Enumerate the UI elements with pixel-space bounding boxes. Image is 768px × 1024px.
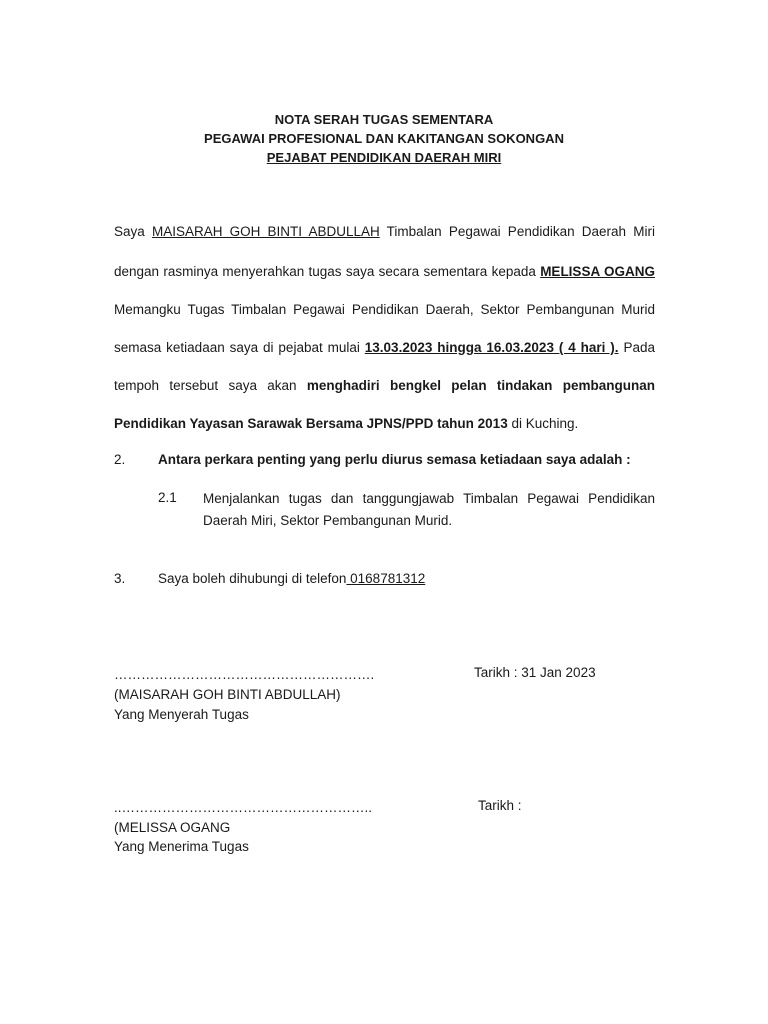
paragraph-line-4 — [114, 338, 655, 358]
paragraph-line-2 — [114, 262, 655, 282]
title-line-1: NOTA SERAH TUGAS SEMENTARA — [274, 112, 494, 127]
text: Memangku Tugas Timbalan Pegawai Pendidikan Daerah, Sektor Pembangunan Murid — [114, 302, 655, 317]
item-text: Antara perkara penting yang perlu diurus semasa ketiadaan saya adalah : — [158, 452, 631, 467]
text: Pada — [623, 340, 655, 355]
phone-number: 0168781312 — [346, 571, 426, 586]
sub-item-text: Menjalankan tugas dan tanggungjawab Timbalan Pegawai Pendidikan Daerah Miri, Sektor Pembangunan Murid. — [203, 491, 655, 528]
event-description: Pendidikan Yayasan Sarawak Bersama JPNS/PPD tahun 2013 — [114, 416, 508, 431]
document-title — [0, 110, 768, 167]
paragraph-line-3 — [114, 300, 655, 320]
text: di Kuching. — [511, 416, 579, 431]
title-line-2: PEGAWAI PROFESIONAL DAN KAKITANGAN SOKONGAN — [204, 131, 564, 146]
text: semasa ketiadaan saya di pejabat mulai — [114, 340, 360, 355]
signatory-role: Yang Menyerah Tugas — [114, 707, 249, 722]
text: dengan rasminya menyerahkan tugas saya secara sementara kepada — [114, 264, 536, 279]
paragraph-line-5 — [114, 376, 655, 396]
item-number: 3. — [114, 571, 126, 586]
text: tempoh tersebut saya akan — [114, 378, 297, 393]
item-number: 2. — [114, 452, 126, 467]
signatory-name: (MELISSA OGANG — [114, 820, 231, 835]
sub-item-number: 2.1 — [158, 490, 177, 505]
text: Saya boleh dihubungi di telefon — [158, 571, 347, 586]
title-line-3: PEJABAT PENDIDIKAN DAERAH MIRI — [266, 150, 502, 165]
signature-date: Tarikh : 31 Jan 2023 — [474, 665, 596, 680]
text: Saya — [114, 224, 145, 239]
signature-date: Tarikh : — [478, 798, 522, 813]
text: Timbalan Pegawai Pendidikan Daerah Miri — [386, 224, 655, 239]
paragraph-line-6 — [114, 414, 655, 434]
item-text — [158, 571, 425, 586]
event-description: menghadiri bengkel pelan tindakan pembangunan — [306, 378, 655, 393]
receiver-name: MELISSA OGANG — [540, 264, 655, 279]
signature-line: …………………………………………………. — [114, 667, 375, 682]
leave-dates: 13.03.2023 hingga 16.03.2023 ( 4 hari ). — [364, 340, 619, 355]
paragraph-line-1 — [114, 222, 655, 242]
signatory-role: Yang Menerima Tugas — [114, 839, 249, 854]
signatory-name: (MAISARAH GOH BINTI ABDULLAH) — [114, 687, 341, 702]
sender-name: MAISARAH GOH BINTI ABDULLAH — [151, 224, 380, 239]
signature-line: ..……………………………………………….. — [114, 800, 373, 815]
